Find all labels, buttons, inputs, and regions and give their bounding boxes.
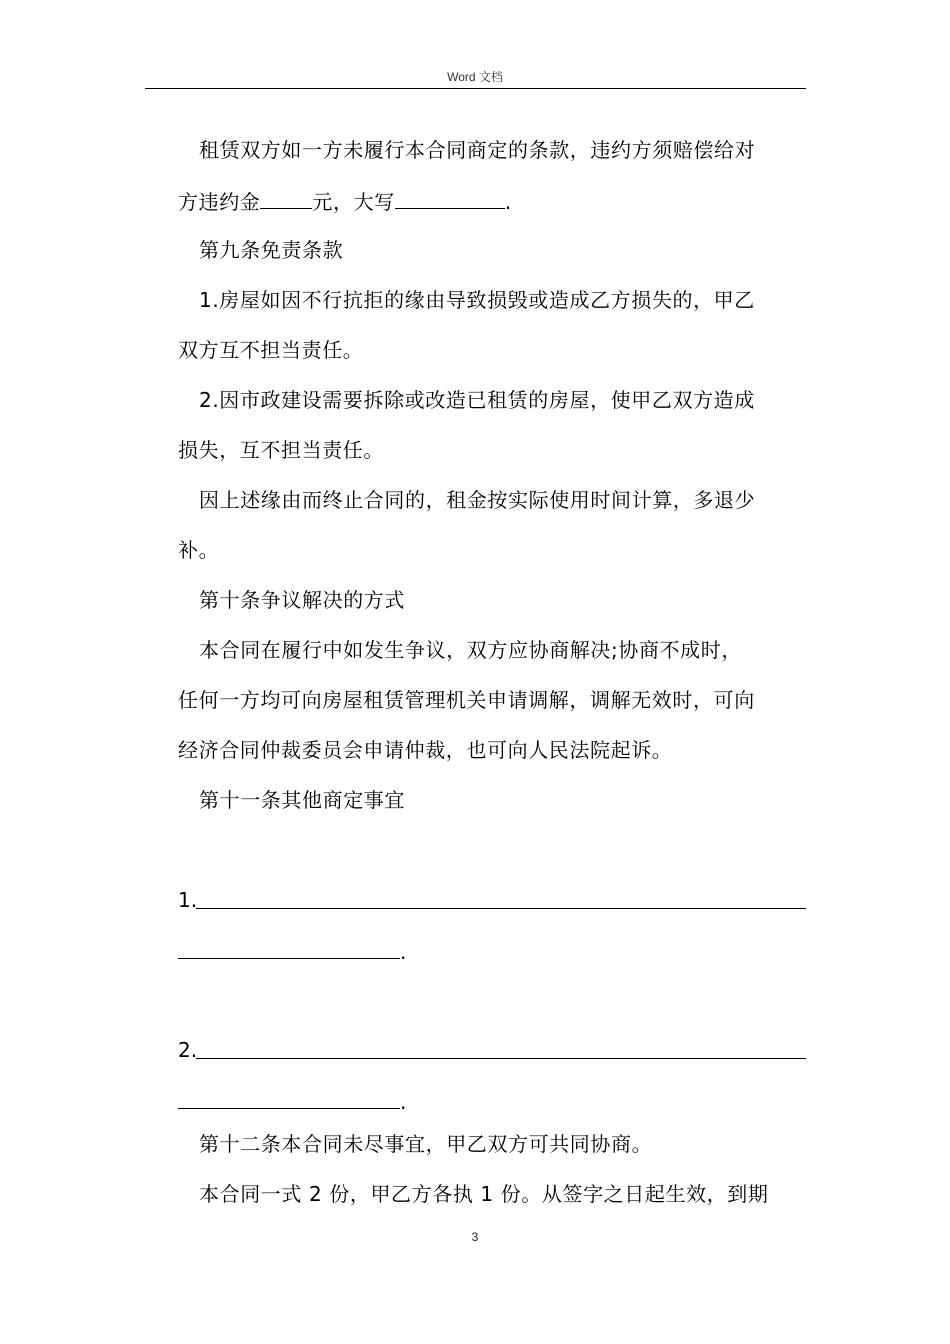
article-heading-9: 第九条免责条款 bbox=[199, 238, 344, 262]
page-number: 3 bbox=[471, 1230, 479, 1244]
text-segment: 方违约金 bbox=[178, 190, 261, 214]
text-segment: . bbox=[504, 190, 512, 214]
header-divider bbox=[145, 88, 806, 89]
blank-line bbox=[196, 1036, 806, 1059]
paragraph-line: 本合同一式 2 份，甲乙方各执 1 份。从签字之日起生效，到期 bbox=[199, 1182, 769, 1206]
text-segment: 元，大写 bbox=[312, 190, 395, 214]
article-heading-10: 第十条争议解决的方式 bbox=[199, 588, 405, 612]
text-segment: . bbox=[400, 1090, 407, 1114]
blank-amount bbox=[260, 186, 312, 209]
article-heading-11: 第十一条其他商定事宜 bbox=[199, 788, 405, 812]
paragraph-line: 本合同在履行中如发生争议，双方应协商解决;协商不成时， bbox=[199, 638, 742, 662]
item-label: 1. bbox=[178, 888, 198, 912]
paragraph-line: 1.房屋如因不行抗拒的缘由导致损毁或造成乙方损失的，甲乙 bbox=[199, 288, 755, 312]
item-label: 2. bbox=[178, 1038, 198, 1062]
paragraph-line-penalty bbox=[178, 186, 808, 216]
paragraph-line: 任何一方均可向房屋租赁管理机关申请调解，调解无效时，可向 bbox=[178, 688, 755, 712]
blank-amount-words bbox=[395, 186, 505, 209]
blank-line bbox=[196, 886, 806, 909]
paragraph-line: 损失，互不担当责任。 bbox=[178, 438, 384, 462]
fill-line-2-cont bbox=[178, 1086, 406, 1116]
paragraph-line: 2.因市政建设需要拆除或改造已租赁的房屋，使甲乙双方造成 bbox=[199, 388, 755, 412]
fill-line-1-cont bbox=[178, 936, 406, 966]
paragraph-line: 经济合同仲裁委员会申请仲裁，也可向人民法院起诉。 bbox=[178, 738, 673, 762]
article-heading-12: 第十二条本合同未尽事宜，甲乙双方可共同协商。 bbox=[199, 1132, 653, 1156]
paragraph-line: 补。 bbox=[178, 538, 220, 562]
text-segment: . bbox=[400, 940, 407, 964]
paragraph-line: 租赁双方如一方未履行本合同商定的条款，违约方须赔偿给对 bbox=[199, 138, 756, 162]
paragraph-line: 因上述缘由而终止合同的，租金按实际使用时间计算，多退少 bbox=[199, 488, 756, 512]
blank-line bbox=[178, 1086, 400, 1109]
document-header: Word 文档 bbox=[447, 70, 503, 84]
fill-line-2 bbox=[178, 1036, 806, 1064]
paragraph-line: 双方互不担当责任。 bbox=[178, 338, 364, 362]
blank-line bbox=[178, 936, 400, 959]
fill-line-1 bbox=[178, 886, 806, 914]
